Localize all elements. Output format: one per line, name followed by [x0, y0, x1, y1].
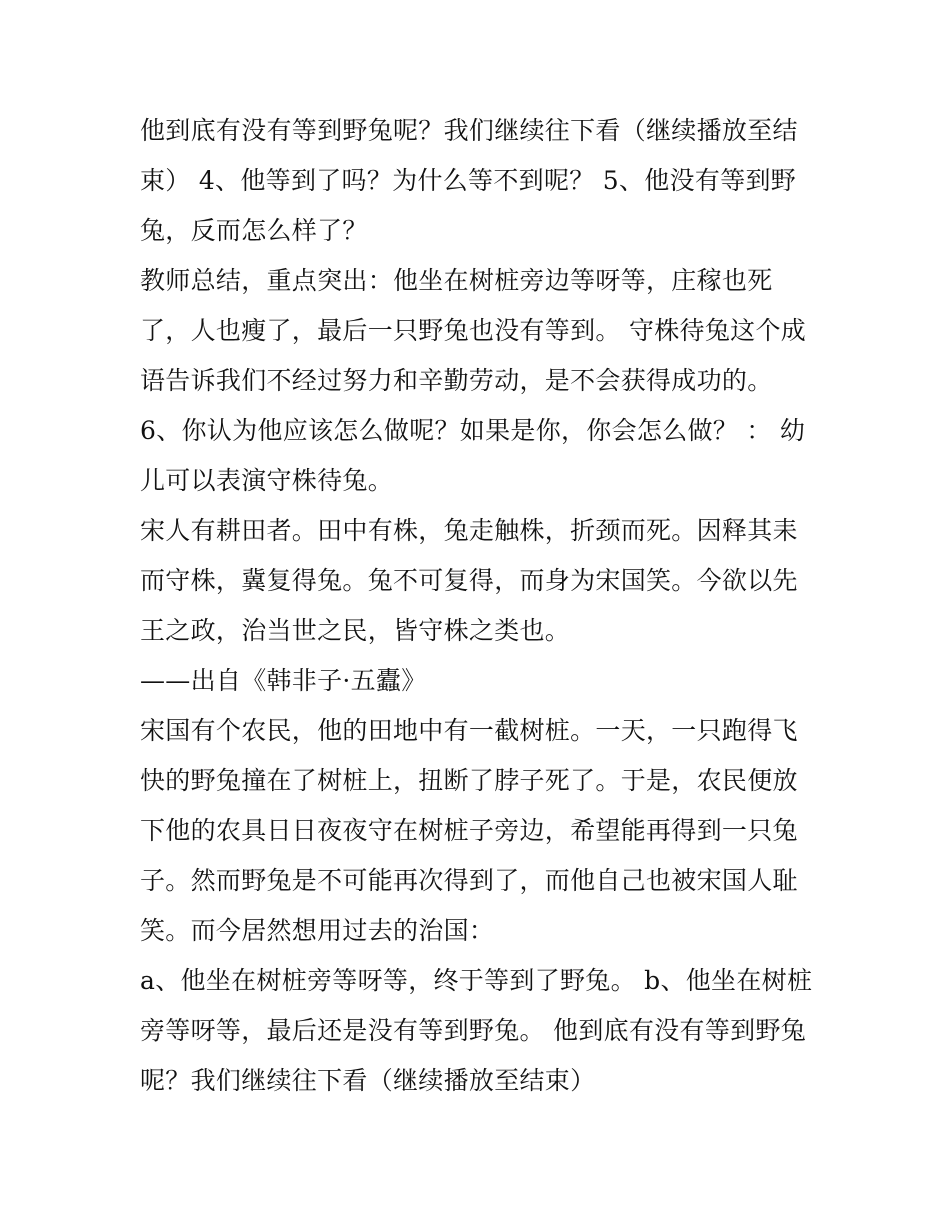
paragraph-classical-text: 宋人有耕田者。田中有株，兔走触株，折颈而死。因释其耒而守株，冀复得兔。兔不可复得，而身为宋国笑。今欲以先王之政，治当世之民，皆守株之类也。 — [140, 516, 798, 645]
document-body — [140, 106, 820, 1106]
paragraph-discussion: 6、你认为他应该怎么做呢？如果是你，你会怎么做？ ： 幼儿可以表演守株待兔。 — [140, 416, 806, 495]
paragraph-translation: 宋国有个农民，他的田地中有一截树桩。一天，一只跑得飞快的野兔撞在了树桩上，扭断了脖子死了。于是，农民便放下他的农具日日夜夜守在树桩子旁边，希望能再得到一只兔子。然而野兔是不可能再次得到了，而他自己也被宋国人耻笑。而今居然想用过去的治国： — [140, 716, 798, 945]
paragraph-teacher-summary: 教师总结，重点突出：他坐在树桩旁边等呀等，庄稼也死了，人也瘦了，最后一只野兔也没有等到。 守株待兔这个成语告诉我们不经过努力和辛勤劳动，是不会获得成功的。 — [140, 266, 807, 395]
paragraph-source: ——出自《韩非子·五蠹》 — [140, 666, 427, 695]
paragraph-question: 他到底有没有等到野兔呢？我们继续往下看（继续播放至结束） 4、他等到了吗？为什么等不到呢？ 5、他没有等到野兔，反而怎么样了？ — [140, 116, 798, 245]
paragraph-options: a、他坐在树桩旁等呀等，终于等到了野兔。 b、他坐在树桩旁等呀等，最后还是没有等到野兔。 他到底有没有等到野兔呢？我们继续往下看（继续播放至结束） — [140, 966, 813, 1095]
